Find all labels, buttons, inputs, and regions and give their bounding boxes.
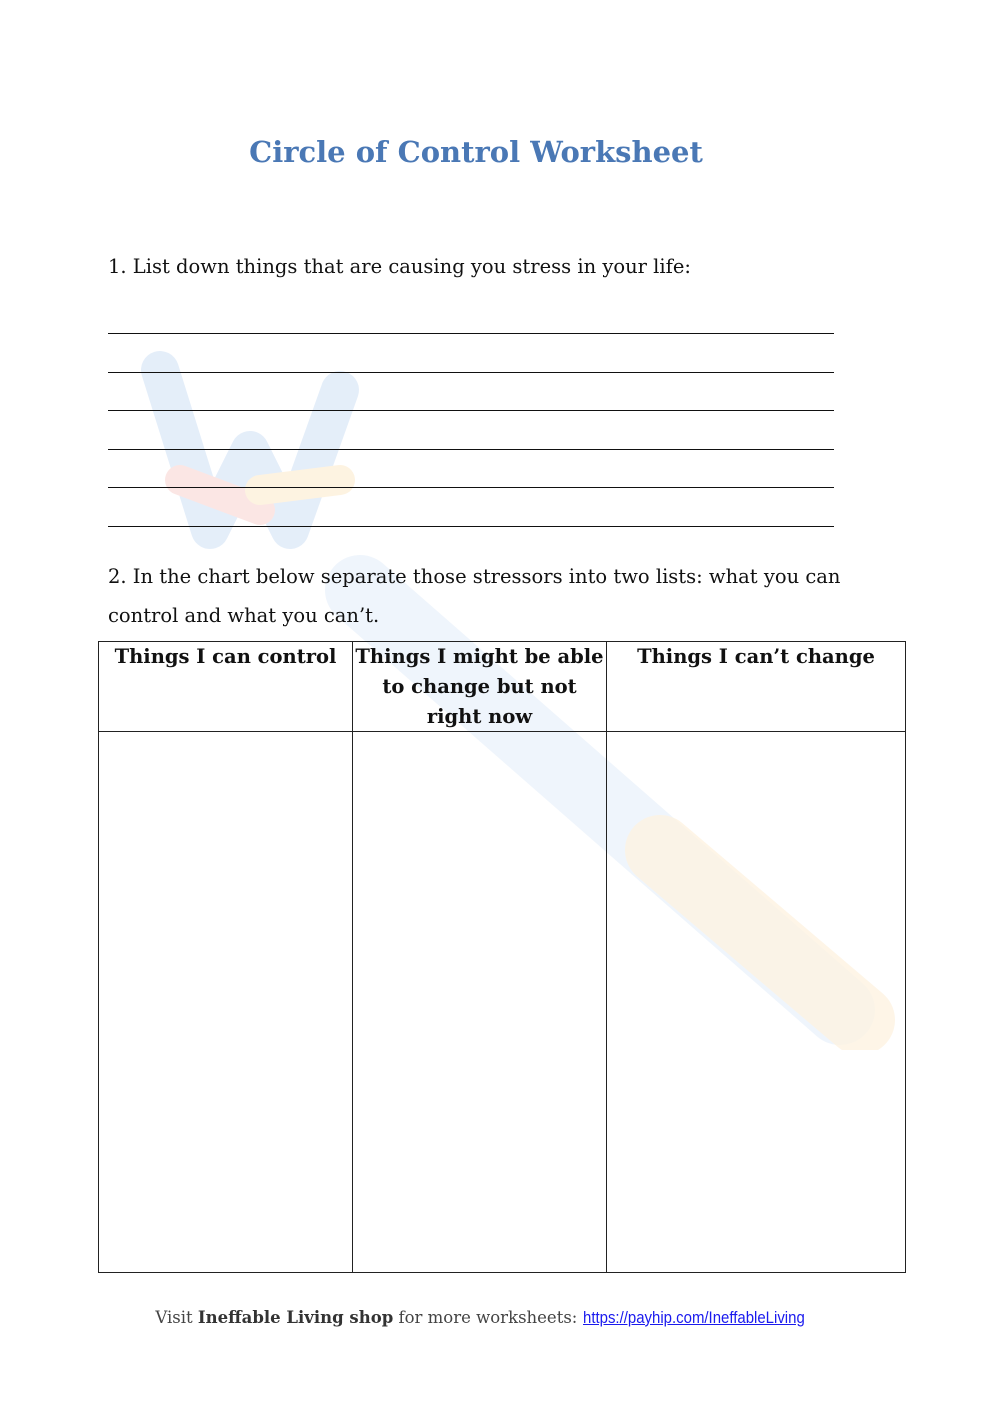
answer-lines	[108, 333, 834, 565]
footer-prefix: Visit	[155, 1308, 198, 1327]
answer-line[interactable]	[108, 526, 834, 527]
answer-line[interactable]	[108, 410, 834, 411]
column-header-can-control: Things I can control	[114, 645, 337, 668]
column-header-cant-change: Things I can’t change	[637, 645, 875, 668]
column-divider	[352, 642, 353, 1272]
footer-shop-link[interactable]: https://payhip.com/IneffableLiving	[582, 1308, 805, 1327]
footer-middle: for more worksheets:	[393, 1308, 583, 1327]
question-1: 1. List down things that are causing you stress in your life:	[108, 255, 691, 278]
column-header-might-change: Things I might be able to change but not right now	[355, 645, 604, 728]
answer-line[interactable]	[108, 449, 834, 450]
footer	[0, 1308, 990, 1328]
answer-line[interactable]	[108, 487, 834, 488]
question-2: 2. In the chart below separate those stressors into two lists: what you can control and what you can’t.	[108, 565, 841, 627]
column-divider	[606, 642, 607, 1272]
answer-line[interactable]	[108, 333, 834, 334]
footer-shop-name: Ineffable Living shop	[197, 1308, 394, 1327]
answer-line[interactable]	[108, 372, 834, 373]
page-title: Circle of Control Worksheet	[249, 135, 703, 169]
control-chart-table	[98, 641, 906, 1273]
